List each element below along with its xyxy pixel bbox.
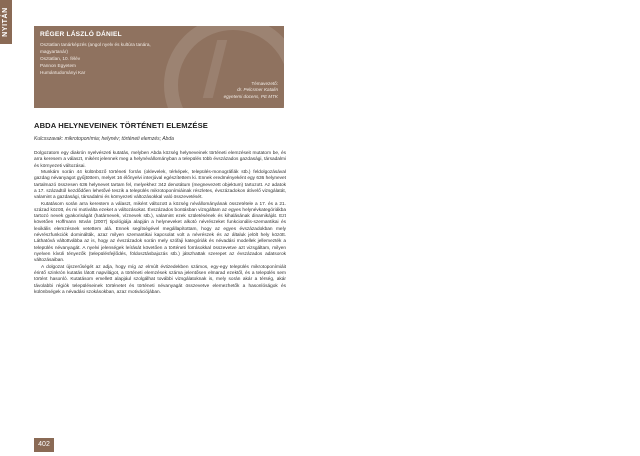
author-header-box bbox=[34, 26, 284, 108]
body-paragraph: Dolgozatom egy diakrón nyelvészeti kutatás, melyben Abda község helyneveinek történeti elemzéseit mutatom be, és arra keresem a választ, miként jelennek meg a helynévállományban a település több évszázados gazdasági, társadalmi és környezeti változásai. bbox=[34, 151, 286, 169]
author-name: RÉGER LÁSZLÓ DÁNIEL bbox=[40, 31, 122, 38]
supervisor-position: egyetemi docens, PE MTK bbox=[223, 93, 278, 99]
author-info-line: magyartanár) bbox=[40, 49, 68, 54]
author-info-line: Humántudományi Kar bbox=[40, 70, 86, 75]
supervisor-block bbox=[224, 81, 278, 100]
body-paragraph: Munkám során 44 különböző történeti forrás (oklevelek, térképek, település-monográfiák stb.) feldolgozásával gazdag névanyagot gyűjtöttem, melyet 16 élőnyelvi interjúval egészítettem ki. Ennek eredményeként egy 636 helynevet tartalmazó összesen 636 helynevet tartam fel, melyekhez 342 denotátum (megnevezett objektum) tartozott. Az adatok a 17. századtól kezdődően lehetővé teszik a település mikrotoponímiáinak részletes, évszázadokon átívelő vizsgálatát, valamint a gazdasági, társadalmi és környezeti változásokkal való összevetését. bbox=[34, 169, 286, 201]
author-info-line: Osztatlan, 10. félév bbox=[40, 56, 81, 61]
author-info-line: Osztatlan tanárképzés (angol nyelv és kultúra tanára, bbox=[40, 42, 151, 47]
article-title: ABDA HELYNEVEINEK TÖRTÉNETI ELEMZÉSE bbox=[34, 121, 208, 130]
section-tab bbox=[0, 0, 12, 44]
supervisor-name: dr. Pelcsmer Katalin bbox=[237, 87, 278, 93]
author-info-line: Pannon Egyetem bbox=[40, 63, 76, 68]
section-tab-label: NYITÁN bbox=[2, 7, 9, 37]
body-paragraph: A dolgozat újszerűségét az adja, hogy míg az elmúlt évtizedekben számos, egy-egy település mikrotoponímiáit érintő szinkrón kutatás látott napvilágot, a történeti elemzések száma jelentősen elmarad ezektől, és a település sem történt hasonló. Kutatásom emellett alapjául szolgálhat további vizsgálatoknak is, mely során akár a térség, akár távolabbi régiók településeinek történetet és történeti névanyagát összevetve elemezhetők a hasonlóságok és különbségek a névadási szokásokban, azaz motivációjában. bbox=[34, 264, 286, 295]
author-info bbox=[40, 41, 170, 76]
article-body bbox=[34, 151, 286, 296]
supervisor-label: Témavezető: bbox=[251, 81, 278, 86]
article-keywords: Kulcsszavak: mikrotoponímia; helynév; történeti elemzés; Abda bbox=[34, 136, 174, 142]
body-paragraph: Kutatásom során arra kerestem a választ, miként változott a község névállományának összetétele a 17. és a 21. század között, és mi motiválta ezeket a változásokat. Évszázados bontásban vizsgáltam az egyes helynévkategóriákba tartozó nevek gyakoriságát (határnevek, víznevek stb.), valamint ezek születésének és kihalásának dinamikáját. Ezt követően Hoffmann István (2007) tipológiája alapján a helyneveket alkotó névrészeket funkcionális-szemantikai és lexikális elemzésnek vetettem alá. Ennek segítségével megállapítottam, hogy az egyes évszázadokban mely névrészfunkciók dominálták, azaz milyen szemantikai kapcsolat volt a névrészek és az általuk jelölt hely között. Láthatóvá váltottvábba az is, hogy az évszázadok során mely szófaji kategóriák és névadási modellek jellemezték a település névanyagát. A nyelvi jelenségek leírását követően a történeti forrásokkal összevetve azt vizsgáltam, milyen nyelven kívüli tényezők (településfejlődés, földosztásbajozás stb.) játszhattak szerepet az évszázados adatsorok változásaiban. bbox=[34, 201, 286, 264]
page-number: 402 bbox=[34, 438, 54, 452]
